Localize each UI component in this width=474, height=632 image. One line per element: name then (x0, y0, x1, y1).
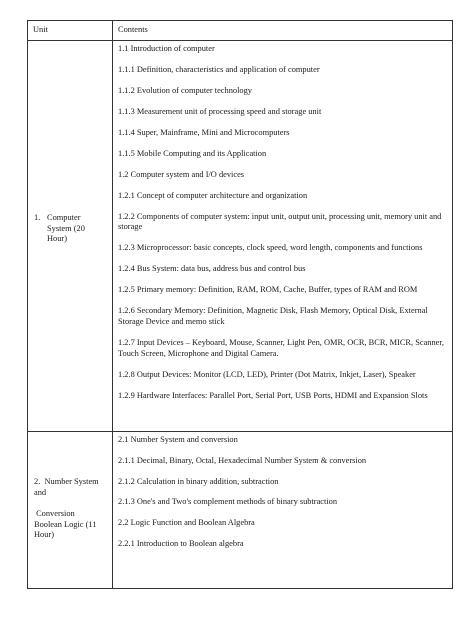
list-item: 1.2.6 Secondary Memory: Definition, Magnetic Disk, Flash Memory, Optical Disk, External Storage Device and memo stick (118, 306, 428, 326)
unit-name-line: System (20 (47, 223, 85, 233)
unit-number: 2. (34, 477, 41, 487)
list-item: 2.2.1 Introduction to Boolean algebra (118, 538, 244, 548)
table-row-unit-2 (28, 432, 453, 589)
list-item: 1.1.2 Evolution of computer technology (118, 85, 252, 95)
list-item: 2.1.3 One's and Two's complement methods of binary subtraction (118, 497, 338, 507)
list-item: 1.2.1 Concept of computer architecture and organization (118, 190, 308, 200)
table-header-row (28, 21, 453, 41)
contents-cell-1 (113, 41, 453, 432)
list-item: 1.2.4 Bus System: data bus, address bus and control bus (118, 264, 306, 274)
table-row-unit-1 (28, 41, 453, 432)
list-item: 1.1.1 Definition, characteristics and application of computer (118, 64, 320, 74)
list-item: 1.1.4 Super, Mainframe, Mini and Microcomputers (118, 127, 290, 137)
unit-name-line: Boolean Logic (11 (34, 519, 97, 529)
unit-column-header: Unit (28, 21, 113, 41)
list-item: 1.1.3 Measurement unit of processing speed and storage unit (118, 106, 322, 116)
unit-name-line: Hour) (34, 530, 55, 540)
list-item: 2.1.1 Decimal, Binary, Octal, Hexadecimal Number System & conversion (118, 455, 367, 465)
list-item: 1.2 Computer system and I/O devices (118, 169, 245, 179)
list-item: 1.2.9 Hardware Interfaces: Parallel Port, Serial Port, USB Ports, HDMI and Expansion Slots (118, 390, 428, 400)
unit-name-line: Hour) (47, 234, 68, 244)
list-item: 1.2.3 Microprocessor: basic concepts, clock speed, word length, components and functions (118, 243, 423, 253)
unit-name-spacer (34, 498, 108, 509)
list-item: 2.1 Number System and conversion (118, 435, 238, 444)
contents-column-header: Contents (113, 21, 453, 41)
list-item: 2.2 Logic Function and Boolean Algebra (118, 518, 255, 528)
unit-cell-1 (28, 41, 113, 432)
list-item: 1.2.5 Primary memory: Definition, RAM, ROM, Cache, Buffer, types of RAM and ROM (118, 285, 418, 295)
list-item: 1.1 Introduction of computer (118, 44, 215, 53)
list-item: 1.2.2 Components of computer system: input unit, output unit, processing unit, memory unit and storage (118, 211, 442, 232)
contents-list (113, 41, 452, 407)
syllabus-table (27, 20, 453, 589)
unit-label (34, 213, 108, 245)
unit-number: 1. (34, 213, 41, 223)
contents-list (113, 432, 452, 556)
unit-label (34, 477, 108, 541)
unit-name-line: and (34, 487, 47, 497)
unit-name-text: Conversion (36, 509, 75, 518)
unit-name-line (34, 509, 108, 520)
list-item: 1.1.5 Mobile Computing and its Application (118, 148, 267, 158)
unit-name-line (34, 477, 108, 488)
list-item: 1.2.8 Output Devices: Monitor (LCD, LED), Printer (Dot Matrix, Inkjet, Laser), Speaker (118, 369, 416, 379)
unit-name-text: Number System (44, 477, 99, 487)
unit-name (47, 213, 108, 245)
unit-name-line: Computer (47, 213, 81, 223)
contents-cell-2 (113, 432, 453, 589)
list-item: 2.1.2 Calculation in binary addition, subtraction (118, 476, 279, 486)
list-item: 1.2.7 Input Devices – Keyboard, Mouse, Scanner, Light Pen, OMR, OCR, BCR, MICR, Scanner, Touch Screen, Microphone and Digital Camera. (118, 337, 444, 358)
unit-cell-2 (28, 432, 113, 589)
